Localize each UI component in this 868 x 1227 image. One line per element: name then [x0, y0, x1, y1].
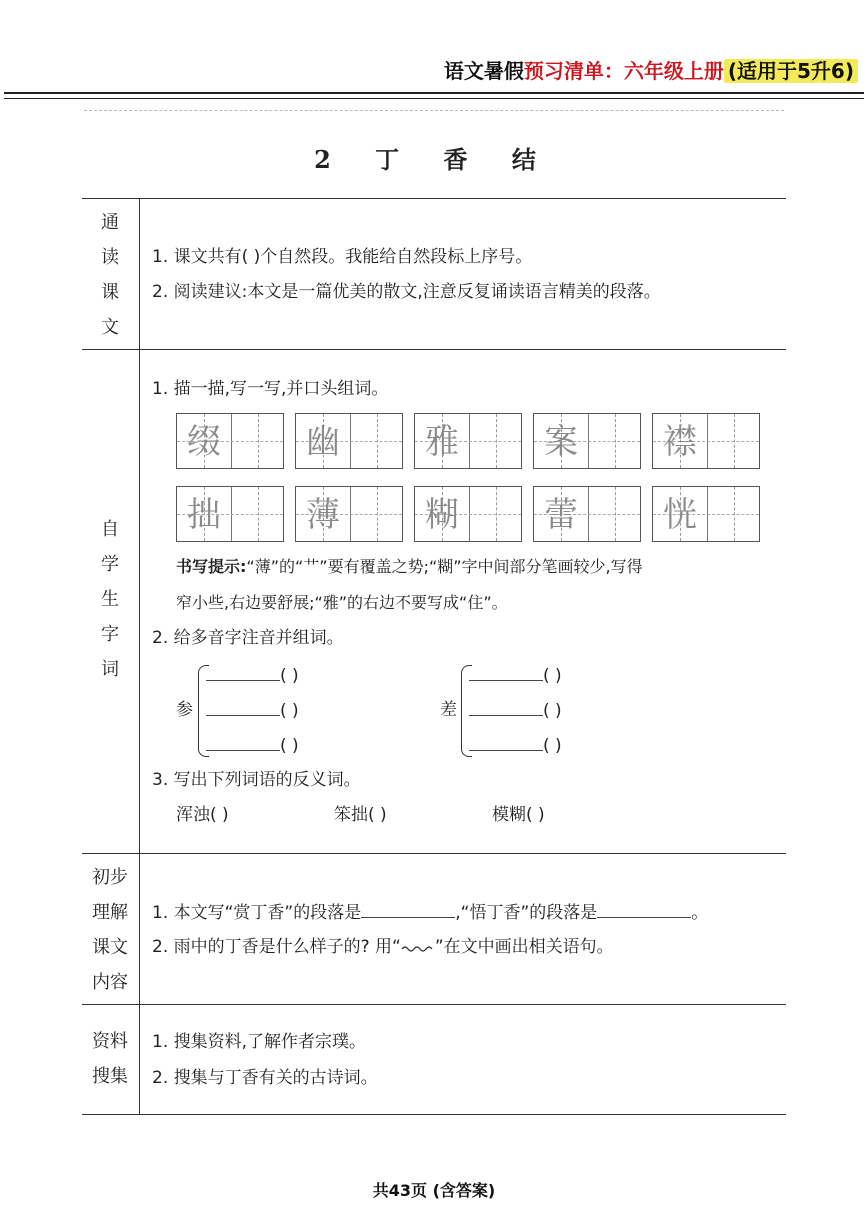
char-practice-cell[interactable] — [295, 486, 403, 542]
words-question-2: 2. 给多音字注音并组词。 — [152, 628, 344, 648]
header-rule-dotted — [84, 110, 784, 111]
trace-character: 缀 — [187, 422, 221, 462]
polyphonic-cha-answers — [469, 662, 562, 767]
answer-row: ( ) — [469, 732, 562, 767]
section-collect-label: 资料 搜集 — [92, 1031, 128, 1087]
header-rule-thin — [4, 98, 864, 99]
trace-character: 拙 — [187, 495, 221, 535]
pinyin-blank[interactable] — [469, 697, 543, 716]
page-footer: 共43页 (含答案) — [372, 1181, 496, 1200]
lesson-number: 2 — [314, 145, 349, 174]
char-practice-cell[interactable] — [652, 413, 760, 469]
trace-character: 恍 — [663, 495, 697, 535]
trace-character: 幽 — [306, 422, 340, 462]
answer-blank-appreciate[interactable] — [361, 899, 455, 918]
answer-row: ( ) — [206, 662, 299, 697]
antonym-1: 浑浊( ) — [176, 805, 229, 825]
table-divider-3 — [82, 1004, 786, 1005]
table-bottom-border — [82, 1114, 786, 1115]
pinyin-blank[interactable] — [206, 732, 280, 751]
header-title-part3: (适用于5升6) — [724, 59, 858, 83]
wavy-underline-icon — [401, 944, 435, 954]
writing-tip-label: 书写提示: — [176, 557, 247, 576]
char-practice-cell[interactable] — [176, 413, 284, 469]
char-practice-cell[interactable] — [295, 413, 403, 469]
section-understand-label: 初步 理解 课文 内容 — [92, 867, 128, 993]
trace-character: 蕾 — [544, 495, 578, 535]
antonym-2: 笨拙( ) — [334, 805, 387, 825]
collect-item-2: 2. 搜集与丁香有关的古诗词。 — [152, 1068, 378, 1088]
pinyin-blank[interactable] — [469, 732, 543, 751]
lesson-title — [0, 140, 868, 175]
char-practice-cell[interactable] — [414, 413, 522, 469]
collect-item-1: 1. 搜集资料,了解作者宗璞。 — [152, 1032, 367, 1052]
header-title-part2: 预习清单：六年级上册 — [523, 59, 724, 83]
header-title-part1: 语文暑假 — [443, 59, 524, 83]
header-title — [444, 56, 858, 86]
table-column-divider — [139, 198, 140, 1114]
char-practice-cell[interactable] — [533, 413, 641, 469]
answer-row: ( ) — [206, 697, 299, 732]
polyphonic-char-can: 参 — [176, 700, 193, 720]
read-item-1: 1. 课文共有( )个自然段。我能给自然段标上序号。 — [152, 247, 533, 267]
understand-item-1: 1. 本文写“赏丁香”的段落是 ,“悟丁香”的段落是 。 — [152, 899, 708, 925]
char-practice-cell[interactable] — [176, 486, 284, 542]
section-read-label: 通 读 课 文 — [101, 212, 119, 338]
trace-character: 雅 — [425, 422, 459, 462]
writing-tip-line-2: 窄小些,右边要舒展;“雅”的右边不要写成“住”。 — [176, 593, 508, 612]
trace-character: 薄 — [306, 495, 340, 535]
char-practice-cell[interactable] — [414, 486, 522, 542]
lesson-name: 丁 香 结 — [375, 145, 554, 174]
polyphonic-char-cha: 差 — [440, 700, 457, 720]
table-divider-1 — [82, 349, 786, 350]
char-practice-cell[interactable] — [652, 486, 760, 542]
antonym-3: 模糊( ) — [492, 805, 545, 825]
table-divider-2 — [82, 853, 786, 854]
section-words-label: 自 学 生 字 词 — [101, 519, 119, 680]
answer-row: ( ) — [469, 662, 562, 697]
pinyin-blank[interactable] — [206, 662, 280, 681]
writing-tip-line-1: 书写提示:“薄”的“艹”要有覆盖之势;“糊”字中间部分笔画较少,写得 — [176, 557, 643, 576]
words-question-3: 3. 写出下列词语的反义词。 — [152, 770, 361, 790]
answer-blank-realize[interactable] — [597, 899, 691, 918]
pinyin-blank[interactable] — [469, 662, 543, 681]
trace-character: 襟 — [663, 422, 697, 462]
answer-row: ( ) — [206, 732, 299, 767]
pinyin-blank[interactable] — [206, 697, 280, 716]
understand-item-2: 2. 雨中的丁香是什么样子的? 用“ ”在文中画出相关语句。 — [152, 937, 614, 957]
answer-row: ( ) — [469, 697, 562, 732]
polyphonic-can-answers — [206, 662, 299, 767]
char-practice-cell[interactable] — [533, 486, 641, 542]
header-rule-thick — [4, 92, 864, 94]
read-item-2: 2. 阅读建议:本文是一篇优美的散文,注意反复诵读语言精美的段落。 — [152, 282, 661, 302]
words-question-1: 1. 描一描,写一写,并口头组词。 — [152, 379, 389, 399]
trace-character: 糊 — [425, 495, 459, 535]
trace-character: 案 — [544, 422, 578, 462]
table-top-border — [82, 198, 786, 199]
